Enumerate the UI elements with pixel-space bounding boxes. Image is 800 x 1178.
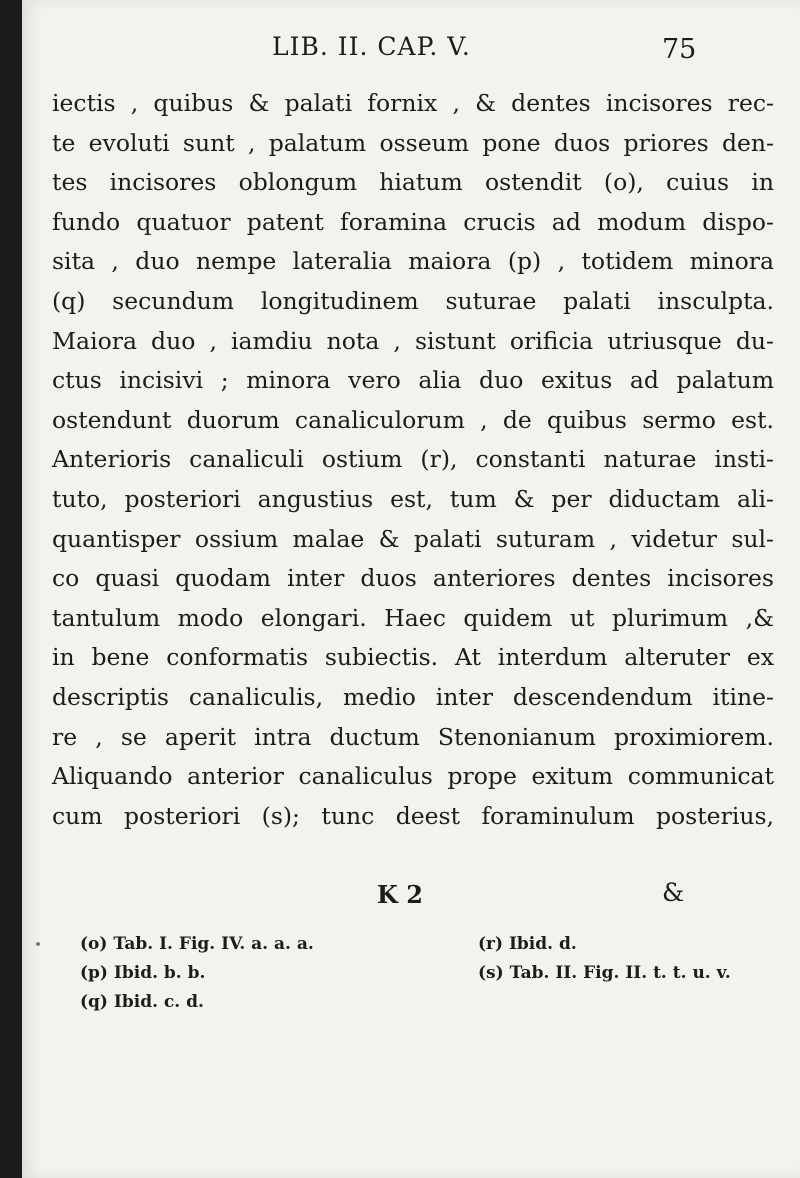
text-line: ostendunt duorum canaliculorum , de quibus sermo est. <box>52 405 774 434</box>
text-line: cum posteriori (s); tunc deest foraminulum posterius, <box>52 801 774 830</box>
book-page <box>22 0 800 1178</box>
text-line: descriptis canaliculis, medio inter descendendum itine- <box>52 682 774 711</box>
signature-mark: K 2 <box>377 880 423 909</box>
text-line: in bene conformatis subiectis. At interdum alteruter ex <box>52 643 774 672</box>
footnote: (o) Tab. I. Fig. IV. a. a. a. <box>80 934 314 954</box>
footnote: (q) Ibid. c. d. <box>80 992 204 1012</box>
text-line: te evoluti sunt , palatum osseum pone duos priores den- <box>52 128 774 157</box>
body-text <box>52 84 774 836</box>
footnotes-left-column <box>80 930 440 1017</box>
text-line: re , se aperit intra ductum Stenonianum proximiorem. <box>52 722 774 751</box>
text-line: Maiora duo , iamdiu nota , sistunt orificia utriusque du- <box>52 326 774 355</box>
text-line: tuto, posteriori angustius est, tum & per diductam ali- <box>52 484 774 513</box>
footnote: (p) Ibid. b. b. <box>80 963 206 983</box>
text-line: Aliquando anterior canaliculus prope exitum communicat <box>52 762 774 791</box>
page-header <box>22 30 800 70</box>
text-line: Anterioris canaliculi ostium (r), constanti naturae insti- <box>52 445 774 474</box>
page-number: 75 <box>662 34 697 65</box>
text-line: tes incisores oblongum hiatum ostendit (o), cuius in <box>52 168 774 197</box>
text-line: (q) secundum longitudinem suturae palati insculpta. <box>52 286 774 315</box>
text-line: ctus incisivi ; minora vero alia duo exitus ad palatum <box>52 366 774 395</box>
text-line: tantulum modo elongari. Haec quidem ut plurimum ,& <box>52 603 774 632</box>
footnote: (r) Ibid. d. <box>478 934 577 954</box>
catchword: & <box>662 878 685 907</box>
footnotes-right-column <box>478 930 798 988</box>
margin-dot <box>36 942 40 946</box>
text-line: quantisper ossium malae & palati suturam , videtur sul- <box>52 524 774 553</box>
footnote: (s) Tab. II. Fig. II. t. t. u. v. <box>478 963 731 983</box>
running-head: LIB. II. CAP. V. <box>272 32 471 61</box>
text-line: co quasi quodam inter duos anteriores dentes incisores <box>52 564 774 593</box>
text-line: sita , duo nempe lateralia maiora (p) , totidem minora <box>52 247 774 276</box>
text-line: iectis , quibus & palati fornix , & dentes incisores rec- <box>52 89 774 117</box>
text-line: fundo quatuor patent foramina crucis ad modum dispo- <box>52 207 774 236</box>
